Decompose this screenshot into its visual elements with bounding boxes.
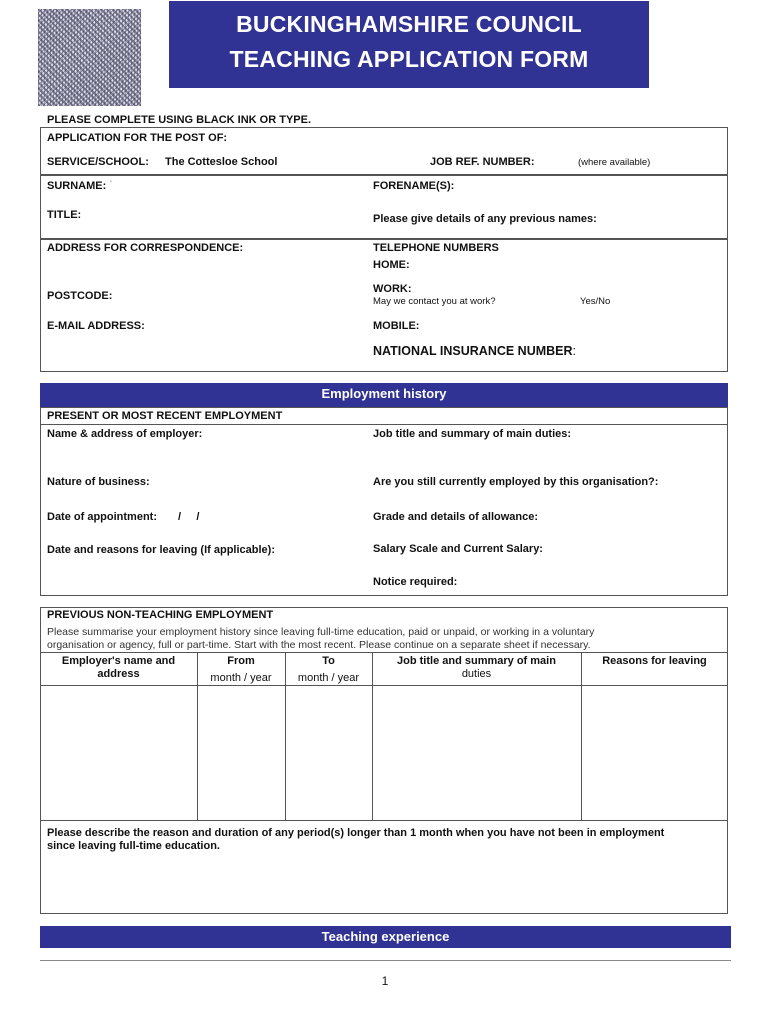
still-employed-label[interactable]: Are you still currently employed by this organisation?: [373, 476, 659, 488]
ni-number-label-text: NATIONAL INSURANCE NUMBER [373, 344, 573, 358]
leaving-label[interactable]: Date and reasons for leaving (If applicable): [47, 544, 275, 556]
present-employment-divider [40, 424, 728, 425]
col-header-job [372, 655, 581, 681]
employment-gap-answer[interactable] [41, 856, 727, 913]
service-label[interactable]: SERVICE/SCHOOL: [47, 156, 149, 168]
post-label[interactable]: APPLICATION FOR THE POST OF: [47, 132, 228, 144]
instruction-text: PLEASE COMPLETE USING BLACK INK OR TYPE. [47, 114, 312, 126]
col-header-job-line1: Job title and summary of main [397, 655, 556, 667]
previous-employment-intro-1: Please summarise your employment history since leaving full-time education, paid or unpaid, or working in a voluntary [47, 626, 595, 638]
title-label[interactable]: TITLE: [47, 209, 82, 221]
col-header-to-line1: To [322, 655, 335, 667]
appointment-date-label[interactable]: Date of appointment: [47, 511, 157, 523]
col-header-employer [40, 655, 197, 681]
council-logo [38, 9, 141, 106]
previous-employment-intro-2: organisation or agency, full or part-time. Start with the most recent. Please continue on a separate sheet if necessary. [47, 639, 591, 651]
ni-number-label[interactable] [373, 344, 576, 358]
appointment-date-slashes[interactable]: / / [178, 511, 200, 523]
present-employment-title: PRESENT OR MOST RECENT EMPLOYMENT [47, 410, 283, 422]
job-title-label[interactable]: Job title and summary of main duties: [373, 428, 572, 440]
contact-at-work-options[interactable]: Yes/No [580, 296, 611, 307]
table-top-line [40, 652, 728, 653]
teaching-experience-header: Teaching experience [40, 926, 731, 948]
cell-job[interactable] [373, 686, 581, 820]
ni-number-colon: : [572, 344, 577, 358]
forenames-label[interactable]: FORENAME(S): [373, 180, 455, 192]
cell-reasons[interactable] [582, 686, 727, 820]
col-header-job-line2: duties [461, 668, 492, 680]
nature-of-business-label[interactable]: Nature of business: [47, 476, 150, 488]
postcode-label[interactable]: POSTCODE: [47, 290, 113, 302]
jobref-label[interactable]: JOB REF. NUMBER: [430, 156, 535, 168]
col-header-reasons: Reasons for leaving [602, 655, 707, 667]
home-phone-label[interactable]: HOME: [373, 259, 410, 271]
previous-employment-title: PREVIOUS NON-TEACHING EMPLOYMENT [47, 609, 274, 621]
email-label[interactable]: E-MAIL ADDRESS: [47, 320, 145, 332]
mobile-label[interactable]: MOBILE: [373, 320, 420, 332]
notice-label[interactable]: Notice required: [373, 576, 458, 588]
work-phone-label[interactable]: WORK: [373, 283, 412, 295]
cell-to[interactable] [286, 686, 372, 820]
form-title-line1: BUCKINGHAMSHIRE COUNCIL [236, 11, 582, 37]
col-header-employer-line2: address [97, 668, 140, 680]
contact-at-work-question: May we contact you at work? [373, 296, 496, 307]
jobref-note: (where available) [578, 157, 651, 168]
col-header-from-line2: month / year [210, 672, 272, 684]
cell-employer[interactable] [41, 686, 197, 820]
col-header-to-line2: month / year [297, 672, 360, 684]
page-number: 1 [381, 974, 389, 988]
previous-names-label[interactable]: Please give details of any previous names: [373, 213, 597, 225]
cell-from[interactable] [198, 686, 285, 820]
surname-label[interactable]: SURNAME: [47, 180, 107, 192]
surname-value[interactable]: ' [110, 179, 112, 190]
employer-label[interactable]: Name & address of employer: [47, 428, 203, 440]
employment-gap-question-2: since leaving full-time education. [47, 840, 220, 852]
col-header-from [197, 655, 285, 685]
employment-gap-question-1: Please describe the reason and duration of any period(s) longer than 1 month when you have not been in employment [47, 827, 665, 839]
address-label[interactable]: ADDRESS FOR CORRESPONDENCE: [47, 242, 244, 254]
form-title-line2: TEACHING APPLICATION FORM [229, 46, 589, 72]
telephone-label: TELEPHONE NUMBERS [373, 242, 499, 254]
table-bottom-line [40, 820, 728, 821]
col-header-to [285, 655, 372, 685]
grade-label[interactable]: Grade and details of allowance: [373, 511, 539, 523]
service-value: The Cottesloe School [165, 156, 278, 168]
salary-label[interactable]: Salary Scale and Current Salary: [373, 543, 543, 555]
footer-rule [40, 960, 731, 961]
form-title-banner [169, 1, 649, 88]
col-header-from-line1: From [227, 655, 255, 667]
employment-history-header: Employment history [40, 383, 728, 407]
col-header-employer-line1: Employer's name and [61, 655, 176, 667]
